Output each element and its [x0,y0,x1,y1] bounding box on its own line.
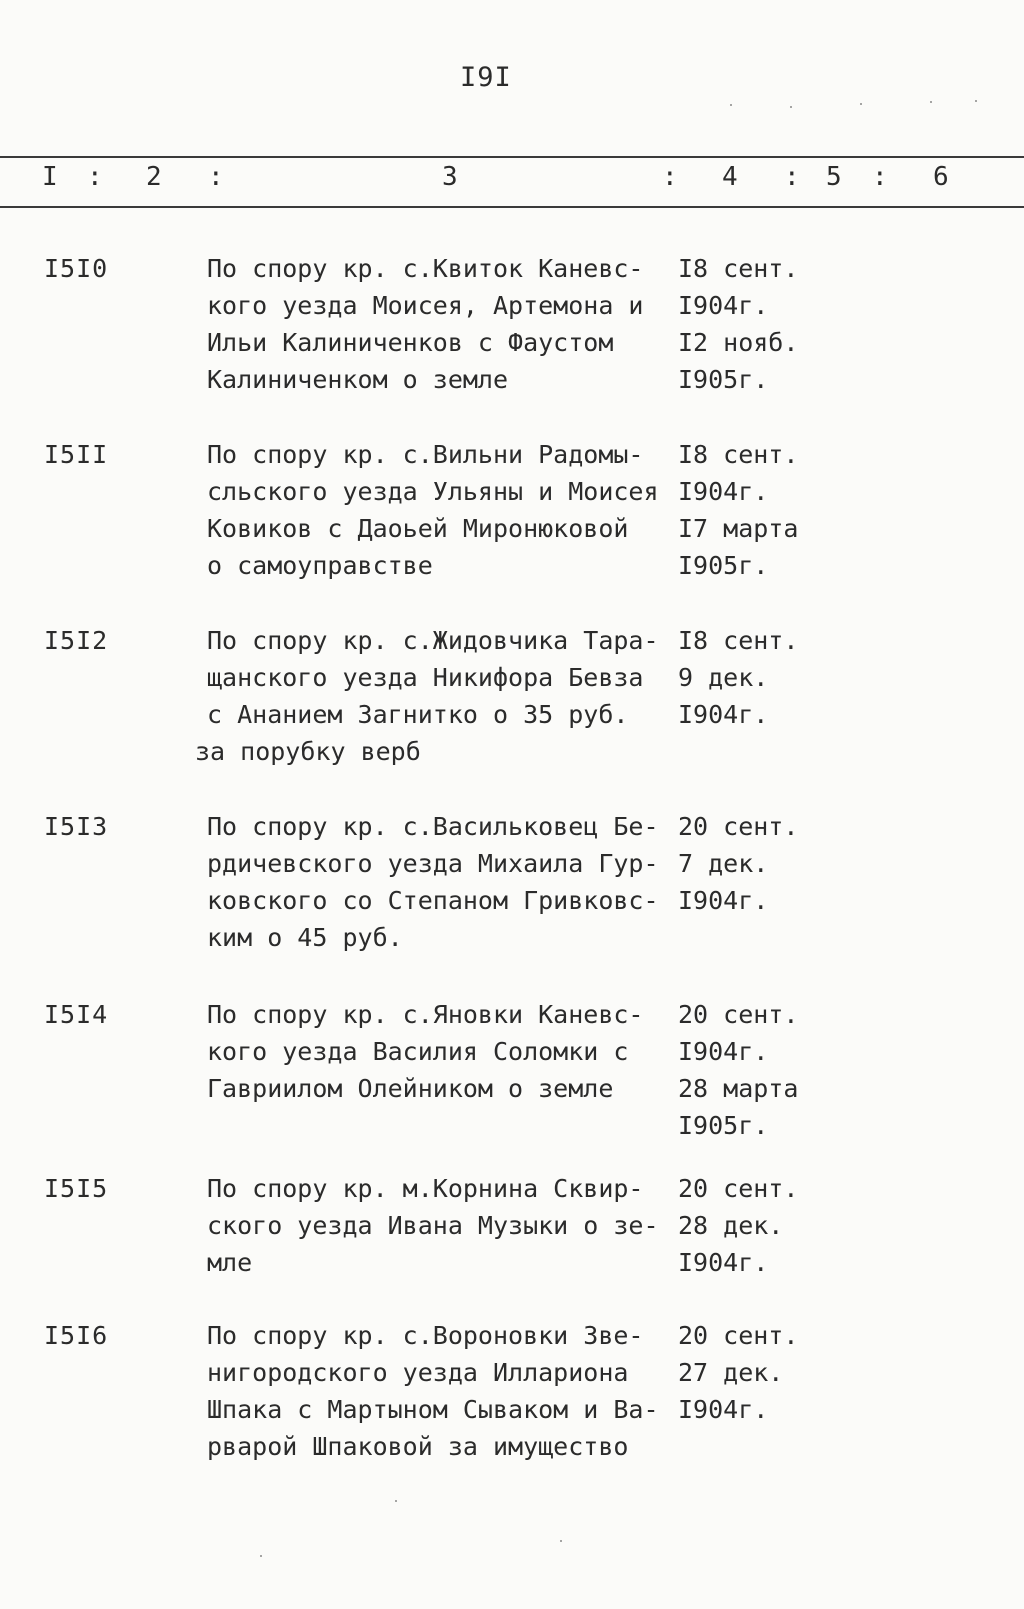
record-dates [678,996,798,1144]
description-line: Гавриилом Олейником о земле [207,1074,614,1103]
record-dates [678,436,798,584]
header-separator: : [87,162,103,192]
description-line: Ильи Калиниченков с Фаустом [207,328,614,357]
record-description [207,996,667,1107]
record-number: I5I0 [44,254,109,283]
date-line: 28 дек. [678,1211,784,1240]
description-line: ким о 45 руб. [207,923,403,952]
date-line: I2 нояб. [678,328,799,357]
date-line: 27 дек. [678,1358,784,1387]
record-description [207,436,667,584]
description-line: По спору кр. с.Жидовчика Тара- [207,626,659,655]
date-line: I904г. [678,477,769,506]
record-number: I5I4 [44,1000,109,1029]
description-line: По спору кр. с.Яновки Каневс- [207,1000,644,1029]
date-line: 20 сент. [678,812,799,841]
description-line: ковского со Степаном Гривковс- [207,886,659,915]
date-line: 7 дек. [678,849,769,878]
record-dates [678,1170,798,1281]
description-line: нигородского уезда Иллариона [207,1358,629,1387]
date-line: 28 марта [678,1074,799,1103]
record-number: I5I3 [44,812,109,841]
record-description [207,250,667,398]
date-line: 20 сент. [678,1174,799,1203]
description-line: кого уезда Василия Соломки с [207,1037,629,1066]
date-line: I905г. [678,1111,769,1140]
record-description [207,1317,667,1465]
record-dates [678,1317,798,1428]
date-line: I904г. [678,700,769,729]
scan-speck [790,106,792,108]
date-line: I8 сент. [678,626,799,655]
date-line: 20 сент. [678,1000,799,1029]
date-line: I7 марта [678,514,799,543]
date-line: I8 сент. [678,440,799,469]
date-line: I904г. [678,291,769,320]
description-line: По спору кр. с.Квиток Каневс- [207,254,644,283]
record-description [207,1170,667,1281]
date-line: 20 сент. [678,1321,799,1350]
record-dates [678,250,798,398]
description-line: ского уезда Ивана Музыки о зе- [207,1211,659,1240]
record-dates [678,622,798,733]
header-separator: : [662,162,678,192]
description-line: По спору кр. м.Корнина Сквир- [207,1174,644,1203]
header-col-5: 5 [826,162,844,192]
description-line: о самоуправстве [207,551,433,580]
header-separator: : [784,162,800,192]
header-col-6: 6 [933,162,951,192]
record-number: I5II [44,440,109,469]
description-line: мле [207,1248,253,1277]
table-header-top-rule [0,156,1024,158]
description-line: сльского уезда Ульяны и Моисея [207,477,659,506]
date-line: I905г. [678,365,769,394]
description-line: рдичевского уезда Михаила Гур- [207,849,659,878]
record-number: I5I2 [44,626,109,655]
date-line: I8 сент. [678,254,799,283]
description-line: с Ананием Загнитко о 35 руб. [207,700,629,729]
description-line: за порубку верб [195,737,421,766]
description-line: Шпака с Мартыном Сываком и Ва- [207,1395,659,1424]
scan-speck [395,1500,397,1502]
description-line: Калиниченком о земле [207,365,509,394]
scan-speck [730,104,732,106]
scan-speck [860,103,862,105]
date-line: I905г. [678,551,769,580]
record-description [195,622,667,770]
record-description [207,808,667,956]
description-line: Ковиков с Даоьей Миронюковой [207,514,629,543]
header-col-2: 2 [146,162,164,192]
record-number: I5I5 [44,1174,109,1203]
scan-speck [260,1555,262,1557]
description-line: кого уезда Моисея, Артемона и [207,291,644,320]
header-separator: : [208,162,224,192]
scan-speck [930,101,932,103]
header-col-1: I [42,162,60,192]
description-line: По спору кр. с.Васильковец Бе- [207,812,659,841]
date-line: I904г. [678,1037,769,1066]
date-line: I904г. [678,886,769,915]
table-header-bottom-rule [0,206,1024,208]
scan-speck [560,1540,562,1542]
description-line: щанского уезда Никифора Бевза [207,663,644,692]
description-line: По спору кр. с.Вильни Радомы- [207,440,644,469]
scan-speck [975,100,977,102]
date-line: 9 дек. [678,663,769,692]
header-col-3: 3 [442,162,460,192]
description-line: По спору кр. с.Вороновки Зве- [207,1321,644,1350]
description-line: рварой Шпаковой за имущество [207,1432,629,1461]
date-line: I904г. [678,1395,769,1424]
date-line: I904г. [678,1248,769,1277]
page-number: I9I [460,62,512,93]
record-dates [678,808,798,919]
header-col-4: 4 [722,162,740,192]
header-separator: : [872,162,888,192]
record-number: I5I6 [44,1321,109,1350]
